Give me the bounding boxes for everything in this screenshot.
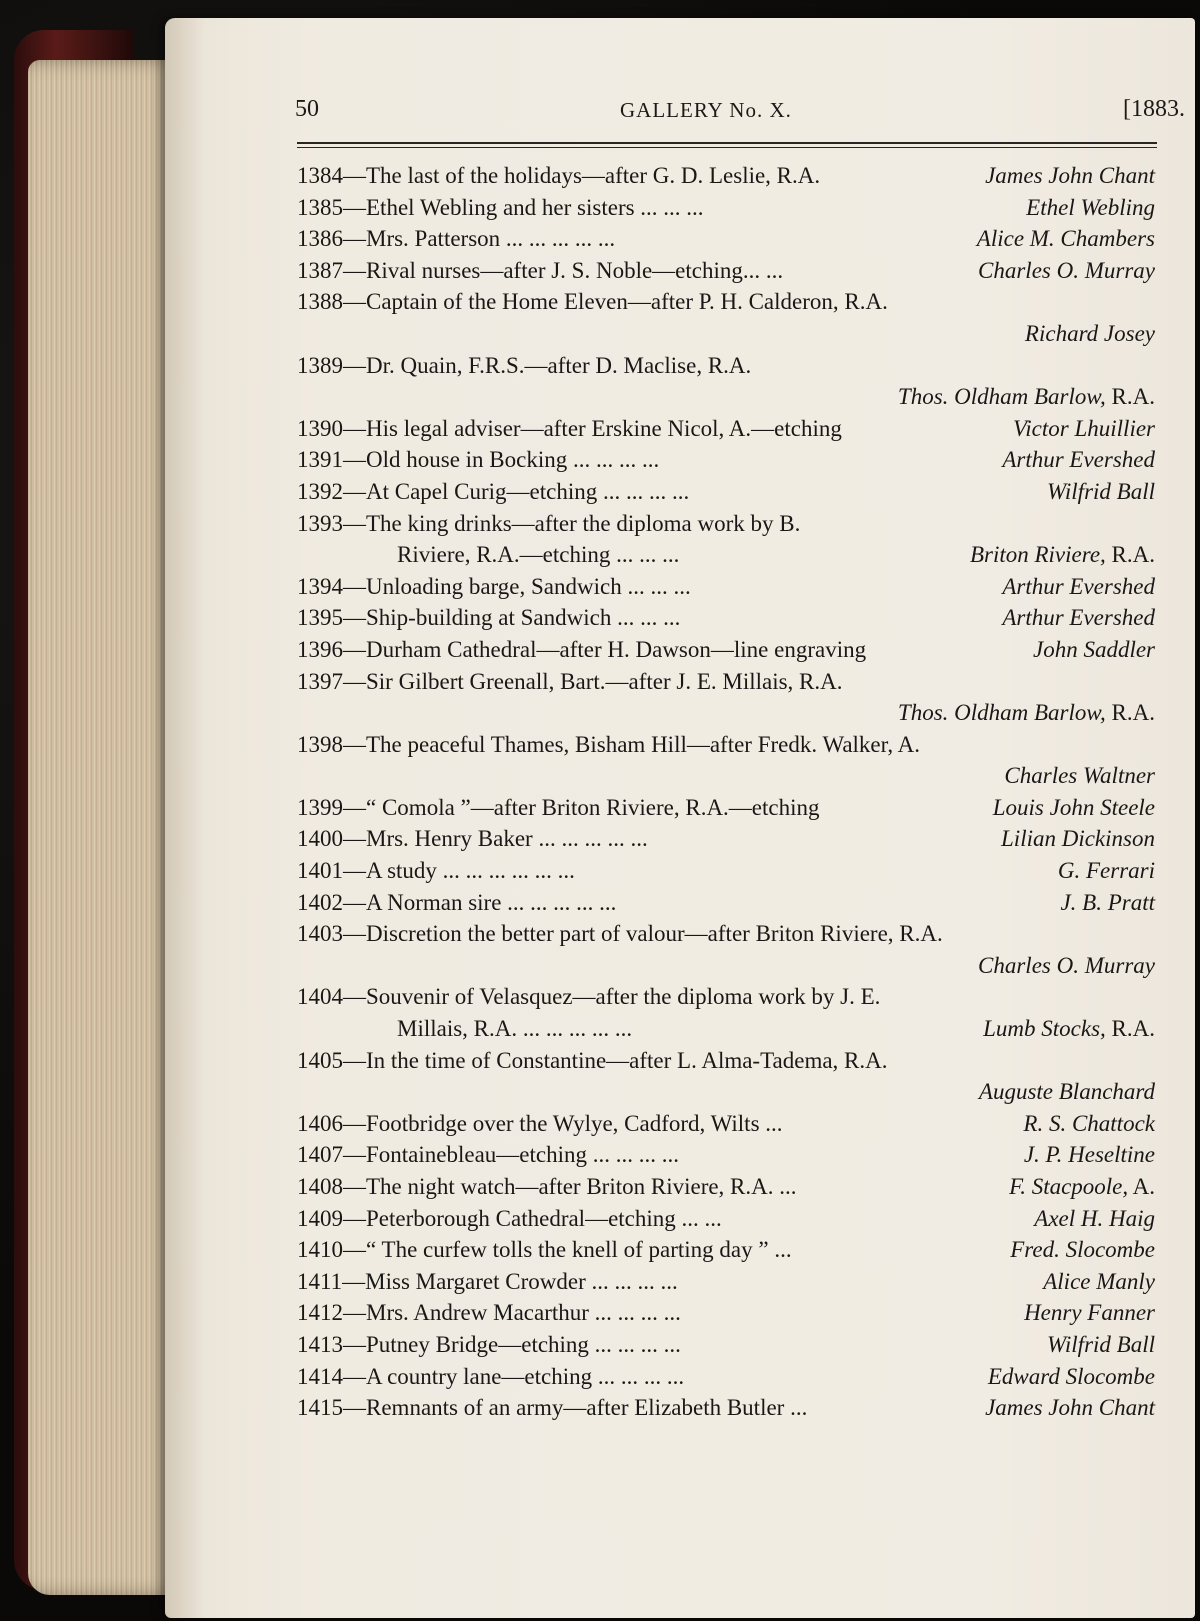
artist-name: Lumb Stocks, bbox=[983, 1016, 1106, 1042]
header-rule-thin bbox=[297, 147, 1157, 148]
catalog-entry-artist-line bbox=[285, 697, 1155, 729]
artist-name: J. P. Heseltine bbox=[1023, 1142, 1155, 1168]
artist-name: Henry Fanner bbox=[1024, 1300, 1155, 1326]
entry-title: 1391—Old house in Bocking ... ... ... ... bbox=[297, 447, 660, 473]
artist-name: F. Stacpoole, bbox=[1009, 1174, 1129, 1199]
entry-title: 1392—At Capel Curig—etching ... ... ... ... bbox=[297, 478, 690, 504]
catalog-entry-continuation bbox=[285, 1013, 1155, 1045]
entry-artist bbox=[1002, 602, 1155, 634]
artist-name: J. B. Pratt bbox=[1060, 889, 1155, 915]
catalog-entry bbox=[285, 634, 1155, 666]
catalog-entry bbox=[285, 508, 1155, 540]
entry-title: 1395—Ship-building at Sandwich ... ... ... bbox=[297, 605, 681, 631]
entry-title: 1389—Dr. Quain, F.R.S.—after D. Maclise, R.A. bbox=[297, 352, 752, 378]
catalog-entry bbox=[285, 855, 1155, 887]
catalog-entry-artist-line bbox=[285, 381, 1155, 413]
artist-name: Arthur Evershed bbox=[1002, 605, 1155, 631]
entry-artist bbox=[1034, 1203, 1155, 1235]
entry-title: 1404—Souvenir of Velasquez—after the diploma work by J. E. bbox=[297, 984, 881, 1010]
entry-title: 1398—The peaceful Thames, Bisham Hill—after Fredk. Walker, A. bbox=[297, 731, 920, 757]
catalog-entry-continuation bbox=[285, 539, 1155, 571]
entry-title-continuation: Riviere, R.A.—etching ... ... ... bbox=[397, 542, 680, 568]
catalog-entry bbox=[285, 1171, 1155, 1203]
entry-title: 1409—Peterborough Cathedral—etching ... ... bbox=[297, 1205, 722, 1231]
artist-suffix: R.A. bbox=[1105, 1016, 1155, 1042]
entry-artist bbox=[898, 697, 1155, 729]
catalog-entry bbox=[285, 476, 1155, 508]
catalog-entry bbox=[285, 1108, 1155, 1140]
entry-title-continuation: Millais, R.A. ... ... ... ... ... bbox=[397, 1016, 633, 1042]
entry-title: 1411—Miss Margaret Crowder ... ... ... ... bbox=[297, 1268, 678, 1294]
entry-artist bbox=[1060, 887, 1155, 919]
entry-artist bbox=[1047, 476, 1155, 508]
header-rule bbox=[297, 142, 1157, 144]
artist-name: Arthur Evershed bbox=[1002, 573, 1155, 599]
catalog-entry bbox=[285, 981, 1155, 1013]
catalog-entry bbox=[285, 1361, 1155, 1393]
catalog-entry bbox=[285, 444, 1155, 476]
artist-name: G. Ferrari bbox=[1057, 858, 1155, 884]
entry-artist bbox=[983, 1013, 1155, 1045]
catalog-entry bbox=[285, 1392, 1155, 1424]
entry-title: 1386—Mrs. Patterson ... ... ... ... ... bbox=[297, 226, 616, 252]
entry-artist bbox=[978, 255, 1155, 287]
entry-title: 1403—Discretion the better part of valour—after Briton Riviere, R.A. bbox=[297, 921, 943, 947]
catalog-entry bbox=[285, 1203, 1155, 1235]
entry-artist bbox=[1023, 1108, 1155, 1140]
entry-title: 1385—Ethel Webling and her sisters ... ... ... bbox=[297, 194, 704, 220]
artist-name: Alice Manly bbox=[1043, 1268, 1155, 1294]
entry-artist bbox=[1024, 1139, 1155, 1171]
artist-name: Fred. Slocombe bbox=[1010, 1237, 1155, 1263]
catalog-entry-artist-line bbox=[285, 950, 1155, 982]
artist-name: R. S. Chattock bbox=[1023, 1110, 1155, 1136]
entry-artist bbox=[1001, 823, 1155, 855]
entry-title: 1412—Mrs. Andrew Macarthur ... ... ... ... bbox=[297, 1300, 681, 1326]
catalog-entry bbox=[285, 823, 1155, 855]
entry-title: 1394—Unloading barge, Sandwich ... ... ... bbox=[297, 573, 691, 599]
entry-title: 1393—The king drinks—after the diploma work by B. bbox=[297, 510, 801, 536]
entry-title: 1413—Putney Bridge—etching ... ... ... ... bbox=[297, 1331, 681, 1357]
artist-name: Richard Josey bbox=[1024, 320, 1155, 346]
catalog-entry-artist-line bbox=[285, 1076, 1155, 1108]
page-number: 50 bbox=[295, 96, 319, 122]
artist-name: James John Chant bbox=[985, 163, 1155, 188]
catalog-entry bbox=[285, 350, 1155, 382]
entry-title: 1410—“ The curfew tolls the knell of parting day ” ... bbox=[297, 1237, 792, 1263]
entry-title: 1400—Mrs. Henry Baker ... ... ... ... ... bbox=[297, 826, 648, 852]
entry-title: 1405—In the time of Constantine—after L. Alma-Tadema, R.A. bbox=[297, 1047, 888, 1073]
entry-artist bbox=[1002, 444, 1155, 476]
entry-title: 1407—Fontainebleau—etching ... ... ... ... bbox=[297, 1142, 679, 1168]
entry-title: 1396—Durham Cathedral—after H. Dawson—line engraving bbox=[297, 636, 867, 662]
artist-name: Thos. Oldham Barlow, bbox=[897, 700, 1106, 726]
catalog-entry bbox=[285, 413, 1155, 445]
artist-name: Axel H. Haig bbox=[1034, 1205, 1155, 1231]
catalog-entry bbox=[285, 1297, 1155, 1329]
catalog-entry bbox=[285, 602, 1155, 634]
entry-title: 1401—A study ... ... ... ... ... ... bbox=[297, 858, 575, 884]
artist-name: Louis John Steele bbox=[992, 794, 1155, 820]
catalog-entry bbox=[285, 1329, 1155, 1361]
catalog-entry bbox=[285, 192, 1155, 224]
entry-artist bbox=[978, 950, 1155, 982]
entry-artist bbox=[1025, 318, 1155, 350]
entry-artist bbox=[1009, 1171, 1155, 1203]
entry-artist bbox=[1013, 413, 1155, 445]
artist-name: Wilfrid Ball bbox=[1047, 478, 1155, 504]
artist-name: James John Chant bbox=[985, 1395, 1155, 1421]
entry-artist bbox=[977, 223, 1155, 255]
entry-artist bbox=[970, 539, 1155, 571]
page-edges bbox=[28, 60, 178, 1595]
artist-name: Arthur Evershed bbox=[1002, 447, 1155, 473]
page-title: GALLERY No. X. bbox=[620, 98, 792, 122]
catalog-list bbox=[285, 160, 1155, 1424]
entry-title: 1387—Rival nurses—after J. S. Noble—etching... ... bbox=[297, 257, 784, 283]
entry-artist bbox=[1033, 634, 1155, 666]
catalog-entry bbox=[285, 571, 1155, 603]
entry-artist bbox=[1024, 1297, 1155, 1329]
artist-name: Wilfrid Ball bbox=[1047, 1331, 1155, 1357]
page-header bbox=[295, 92, 1185, 132]
entry-artist bbox=[1010, 1234, 1155, 1266]
entry-title: 1384—The last of the holidays—after G. D. Leslie, R.A. bbox=[297, 163, 821, 188]
entry-artist bbox=[985, 1392, 1155, 1424]
artist-name: Victor Lhuillier bbox=[1012, 415, 1155, 441]
entry-title: 1397—Sir Gilbert Greenall, Bart.—after J. E. Millais, R.A. bbox=[297, 668, 843, 694]
artist-name: Charles O. Murray bbox=[978, 952, 1155, 978]
entry-artist bbox=[1047, 1329, 1155, 1361]
catalog-entry bbox=[285, 792, 1155, 824]
entry-title: 1402—A Norman sire ... ... ... ... ... bbox=[297, 889, 617, 915]
year-mark: [1883. bbox=[1123, 96, 1185, 122]
entry-title: 1408—The night watch—after Briton Riviere, R.A. ... bbox=[297, 1174, 797, 1199]
entry-artist bbox=[993, 792, 1155, 824]
artist-name: Charles O. Murray bbox=[978, 257, 1155, 283]
entry-title: 1415—Remnants of an army—after Elizabeth Butler ... bbox=[297, 1395, 808, 1421]
artist-name: Charles Waltner bbox=[1004, 763, 1155, 789]
entry-artist bbox=[1004, 760, 1155, 792]
entry-artist bbox=[1043, 1266, 1155, 1298]
entry-title: 1390—His legal adviser—after Erskine Nicol, A.—etching bbox=[297, 415, 842, 441]
entry-artist bbox=[1026, 192, 1155, 224]
entry-title: 1406—Footbridge over the Wylye, Cadford, Wilts ... bbox=[297, 1110, 783, 1136]
artist-suffix: R.A. bbox=[1105, 700, 1155, 726]
artist-name: Briton Riviere, bbox=[969, 542, 1106, 568]
entry-title: 1388—Captain of the Home Eleven—after P. H. Calderon, R.A. bbox=[297, 289, 888, 315]
artist-name: Thos. Oldham Barlow, bbox=[897, 384, 1106, 410]
catalog-entry bbox=[285, 729, 1155, 761]
artist-name: Alice M. Chambers bbox=[976, 226, 1155, 252]
catalog-entry bbox=[285, 1139, 1155, 1171]
catalog-entry bbox=[285, 1045, 1155, 1077]
catalog-entry bbox=[285, 286, 1155, 318]
artist-name: Edward Slocombe bbox=[987, 1363, 1155, 1389]
entry-artist bbox=[1002, 571, 1155, 603]
catalog-entry bbox=[285, 666, 1155, 698]
entry-artist bbox=[1058, 855, 1155, 887]
catalog-entry bbox=[285, 918, 1155, 950]
entry-artist bbox=[898, 381, 1155, 413]
entry-artist bbox=[988, 1361, 1155, 1393]
entry-artist bbox=[979, 1076, 1155, 1108]
artist-suffix: R.A. bbox=[1105, 384, 1155, 410]
catalog-entry bbox=[285, 887, 1155, 919]
artist-suffix: R.A. bbox=[1105, 542, 1155, 568]
catalog-entry bbox=[285, 223, 1155, 255]
entry-title: 1399—“ Comola ”—after Briton Riviere, R.A.—etching bbox=[297, 794, 820, 820]
catalog-entry bbox=[285, 1234, 1155, 1266]
artist-name: Auguste Blanchard bbox=[978, 1079, 1155, 1105]
entry-artist bbox=[985, 160, 1155, 192]
catalog-entry-artist-line bbox=[285, 760, 1155, 792]
catalog-entry bbox=[285, 160, 1155, 192]
artist-name: Lilian Dickinson bbox=[1001, 826, 1155, 852]
entry-title: 1414—A country lane—etching ... ... ... ... bbox=[297, 1363, 685, 1389]
catalog-entry bbox=[285, 255, 1155, 287]
catalog-entry bbox=[285, 1266, 1155, 1298]
artist-name: John Saddler bbox=[1032, 636, 1155, 662]
artist-suffix: A. bbox=[1128, 1174, 1155, 1199]
artist-name: Ethel Webling bbox=[1026, 194, 1155, 220]
catalog-entry-artist-line bbox=[285, 318, 1155, 350]
